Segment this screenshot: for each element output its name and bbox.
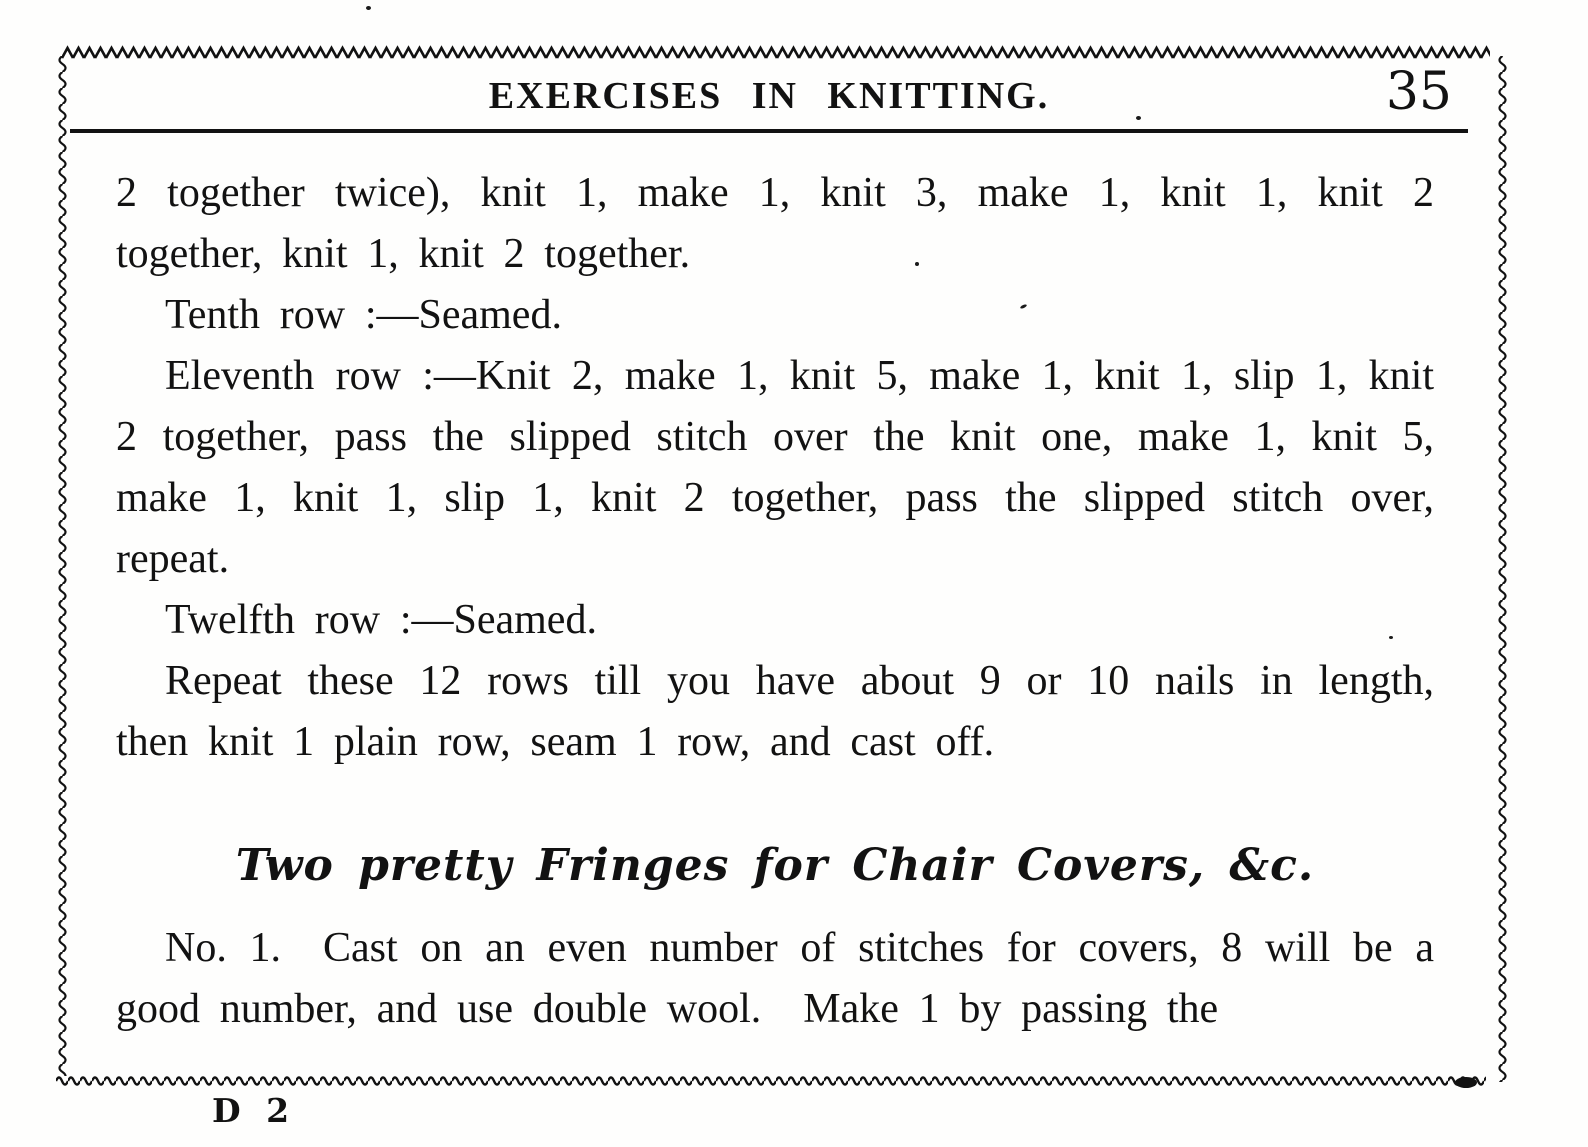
ink-blot (1455, 1077, 1477, 1088)
printers-signature-mark: D 2 (212, 1091, 290, 1130)
scan-speck (1136, 116, 1141, 120)
paragraph-tenth-row: Tenth row :—Seamed. (165, 292, 562, 338)
page-number: 35 (1385, 62, 1452, 122)
paragraph-continuation: 2 together twice), knit 1, make 1, knit 3, make 1, knit 1, knit 2 together, knit 1, knit 2 together. (116, 170, 1434, 277)
paragraph-eleventh-row: Eleventh row :—Knit 2, make 1, knit 5, make 1, knit 1, slip 1, knit 2 together, pass the slipped stitch over the knit one, make 1, knit 5, make 1, knit 1, slip 1, knit 2 together, pass the slipped stitch over, repeat. (116, 353, 1434, 582)
page-border-left-wave (55, 56, 70, 1076)
paragraph-twelfth-row: Twelfth row :—Seamed. (165, 597, 597, 643)
page-border-top-zigzag (62, 45, 1490, 61)
page-border-right-wave (1495, 56, 1510, 1082)
scan-speck (915, 262, 919, 266)
page-border-bottom-wave (56, 1073, 1486, 1089)
paragraph-fringe-no-1: No. 1. Cast on an even number of stitches for covers, 8 will be a good number, and use double wool. Make 1 by passing the (116, 925, 1434, 1032)
header-rule (70, 129, 1468, 133)
scan-speck (1389, 636, 1393, 639)
section-heading-blackletter: Two pretty Fringes for Chair Covers, &c. (235, 840, 1315, 891)
running-header-title: EXERCISES IN KNITTING. (488, 75, 1050, 117)
scan-speck (366, 6, 371, 10)
paragraph-repeat-instructions: Repeat these 12 rows till you have about 9 or 10 nails in length, then knit 1 plain row, seam 1 row, and cast off. (116, 658, 1434, 765)
page-body (116, 163, 1434, 1040)
